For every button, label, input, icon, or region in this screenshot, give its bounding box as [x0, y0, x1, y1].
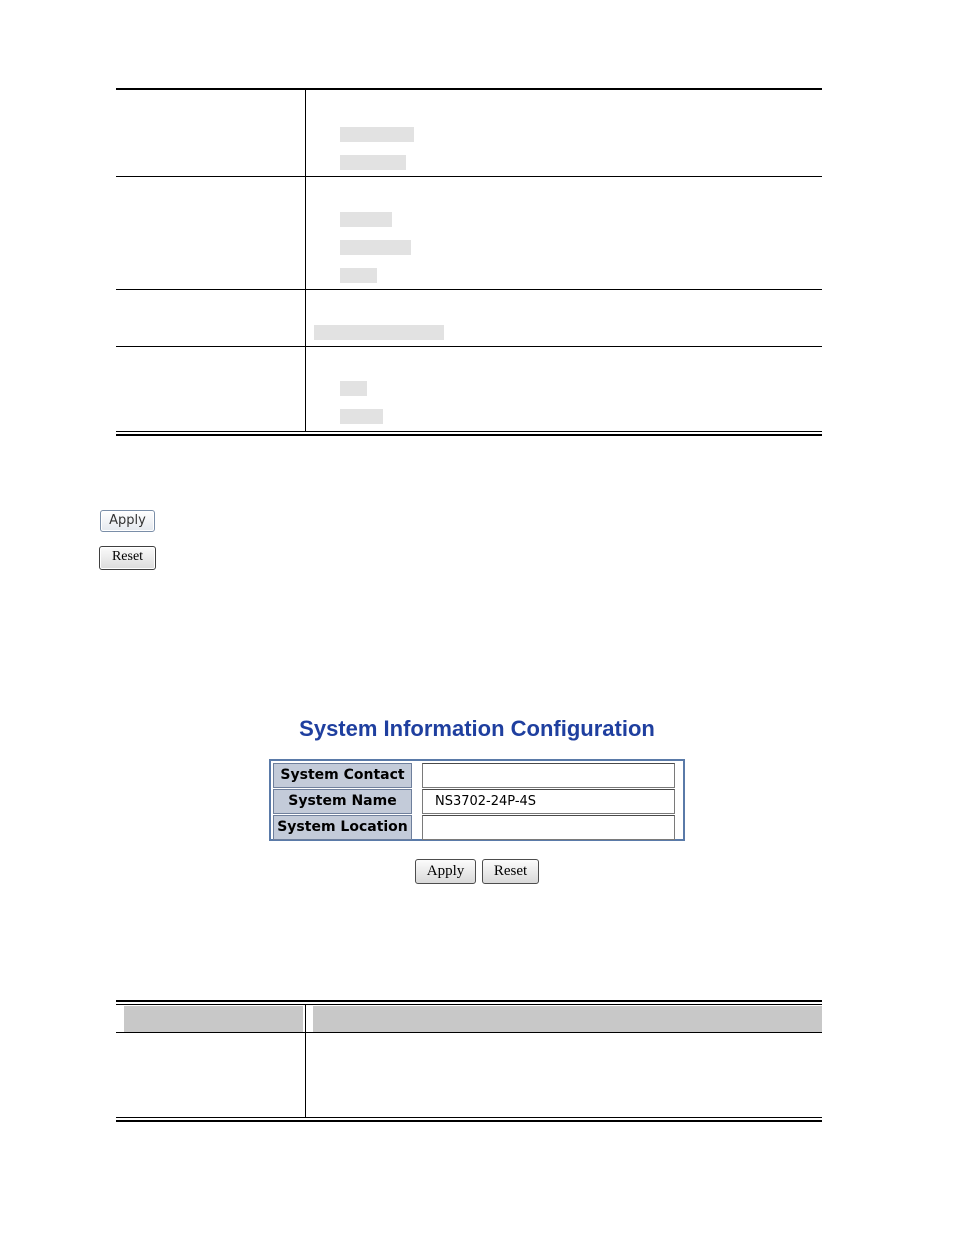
header-divider	[116, 1032, 822, 1033]
redacted-text	[340, 268, 377, 283]
system-contact-row	[273, 763, 681, 788]
apply-button-illustration[interactable]: Apply	[100, 510, 155, 532]
apply-button[interactable]: Apply	[415, 859, 476, 884]
system-contact-label: System Contact	[273, 763, 412, 788]
system-info-table	[269, 759, 685, 841]
redacted-text	[340, 212, 392, 227]
table-top-rule	[116, 1000, 822, 1002]
panel-title: System Information Configuration	[299, 716, 655, 741]
redacted-text	[340, 155, 406, 170]
system-location-row	[273, 815, 681, 840]
redacted-text	[314, 325, 444, 340]
system-name-row	[273, 789, 681, 814]
table-top-rule	[116, 88, 822, 90]
redacted-text	[340, 409, 383, 424]
header-cell-description	[313, 1006, 822, 1032]
table-column-divider	[305, 90, 306, 432]
table-bottom-rule	[116, 434, 822, 436]
system-location-input[interactable]	[422, 815, 675, 840]
reset-button[interactable]: Reset	[482, 859, 539, 884]
system-name-input[interactable]	[422, 789, 675, 814]
row-divider	[116, 176, 822, 177]
redacted-text	[340, 240, 411, 255]
table-top-rule	[116, 1004, 822, 1005]
system-name-label: System Name	[273, 789, 412, 814]
system-contact-input[interactable]	[422, 763, 675, 788]
row-divider	[116, 289, 822, 290]
table-bottom-rule	[116, 1120, 822, 1122]
table-bottom-rule	[116, 1117, 822, 1118]
table-bottom-rule	[116, 431, 822, 432]
redacted-text	[340, 381, 367, 396]
system-location-label: System Location	[273, 815, 412, 840]
reset-button-illustration[interactable]: Reset	[99, 546, 156, 570]
row-divider	[116, 346, 822, 347]
table-column-divider	[305, 1005, 306, 1118]
redacted-text	[340, 127, 414, 142]
header-cell-object	[124, 1006, 303, 1032]
